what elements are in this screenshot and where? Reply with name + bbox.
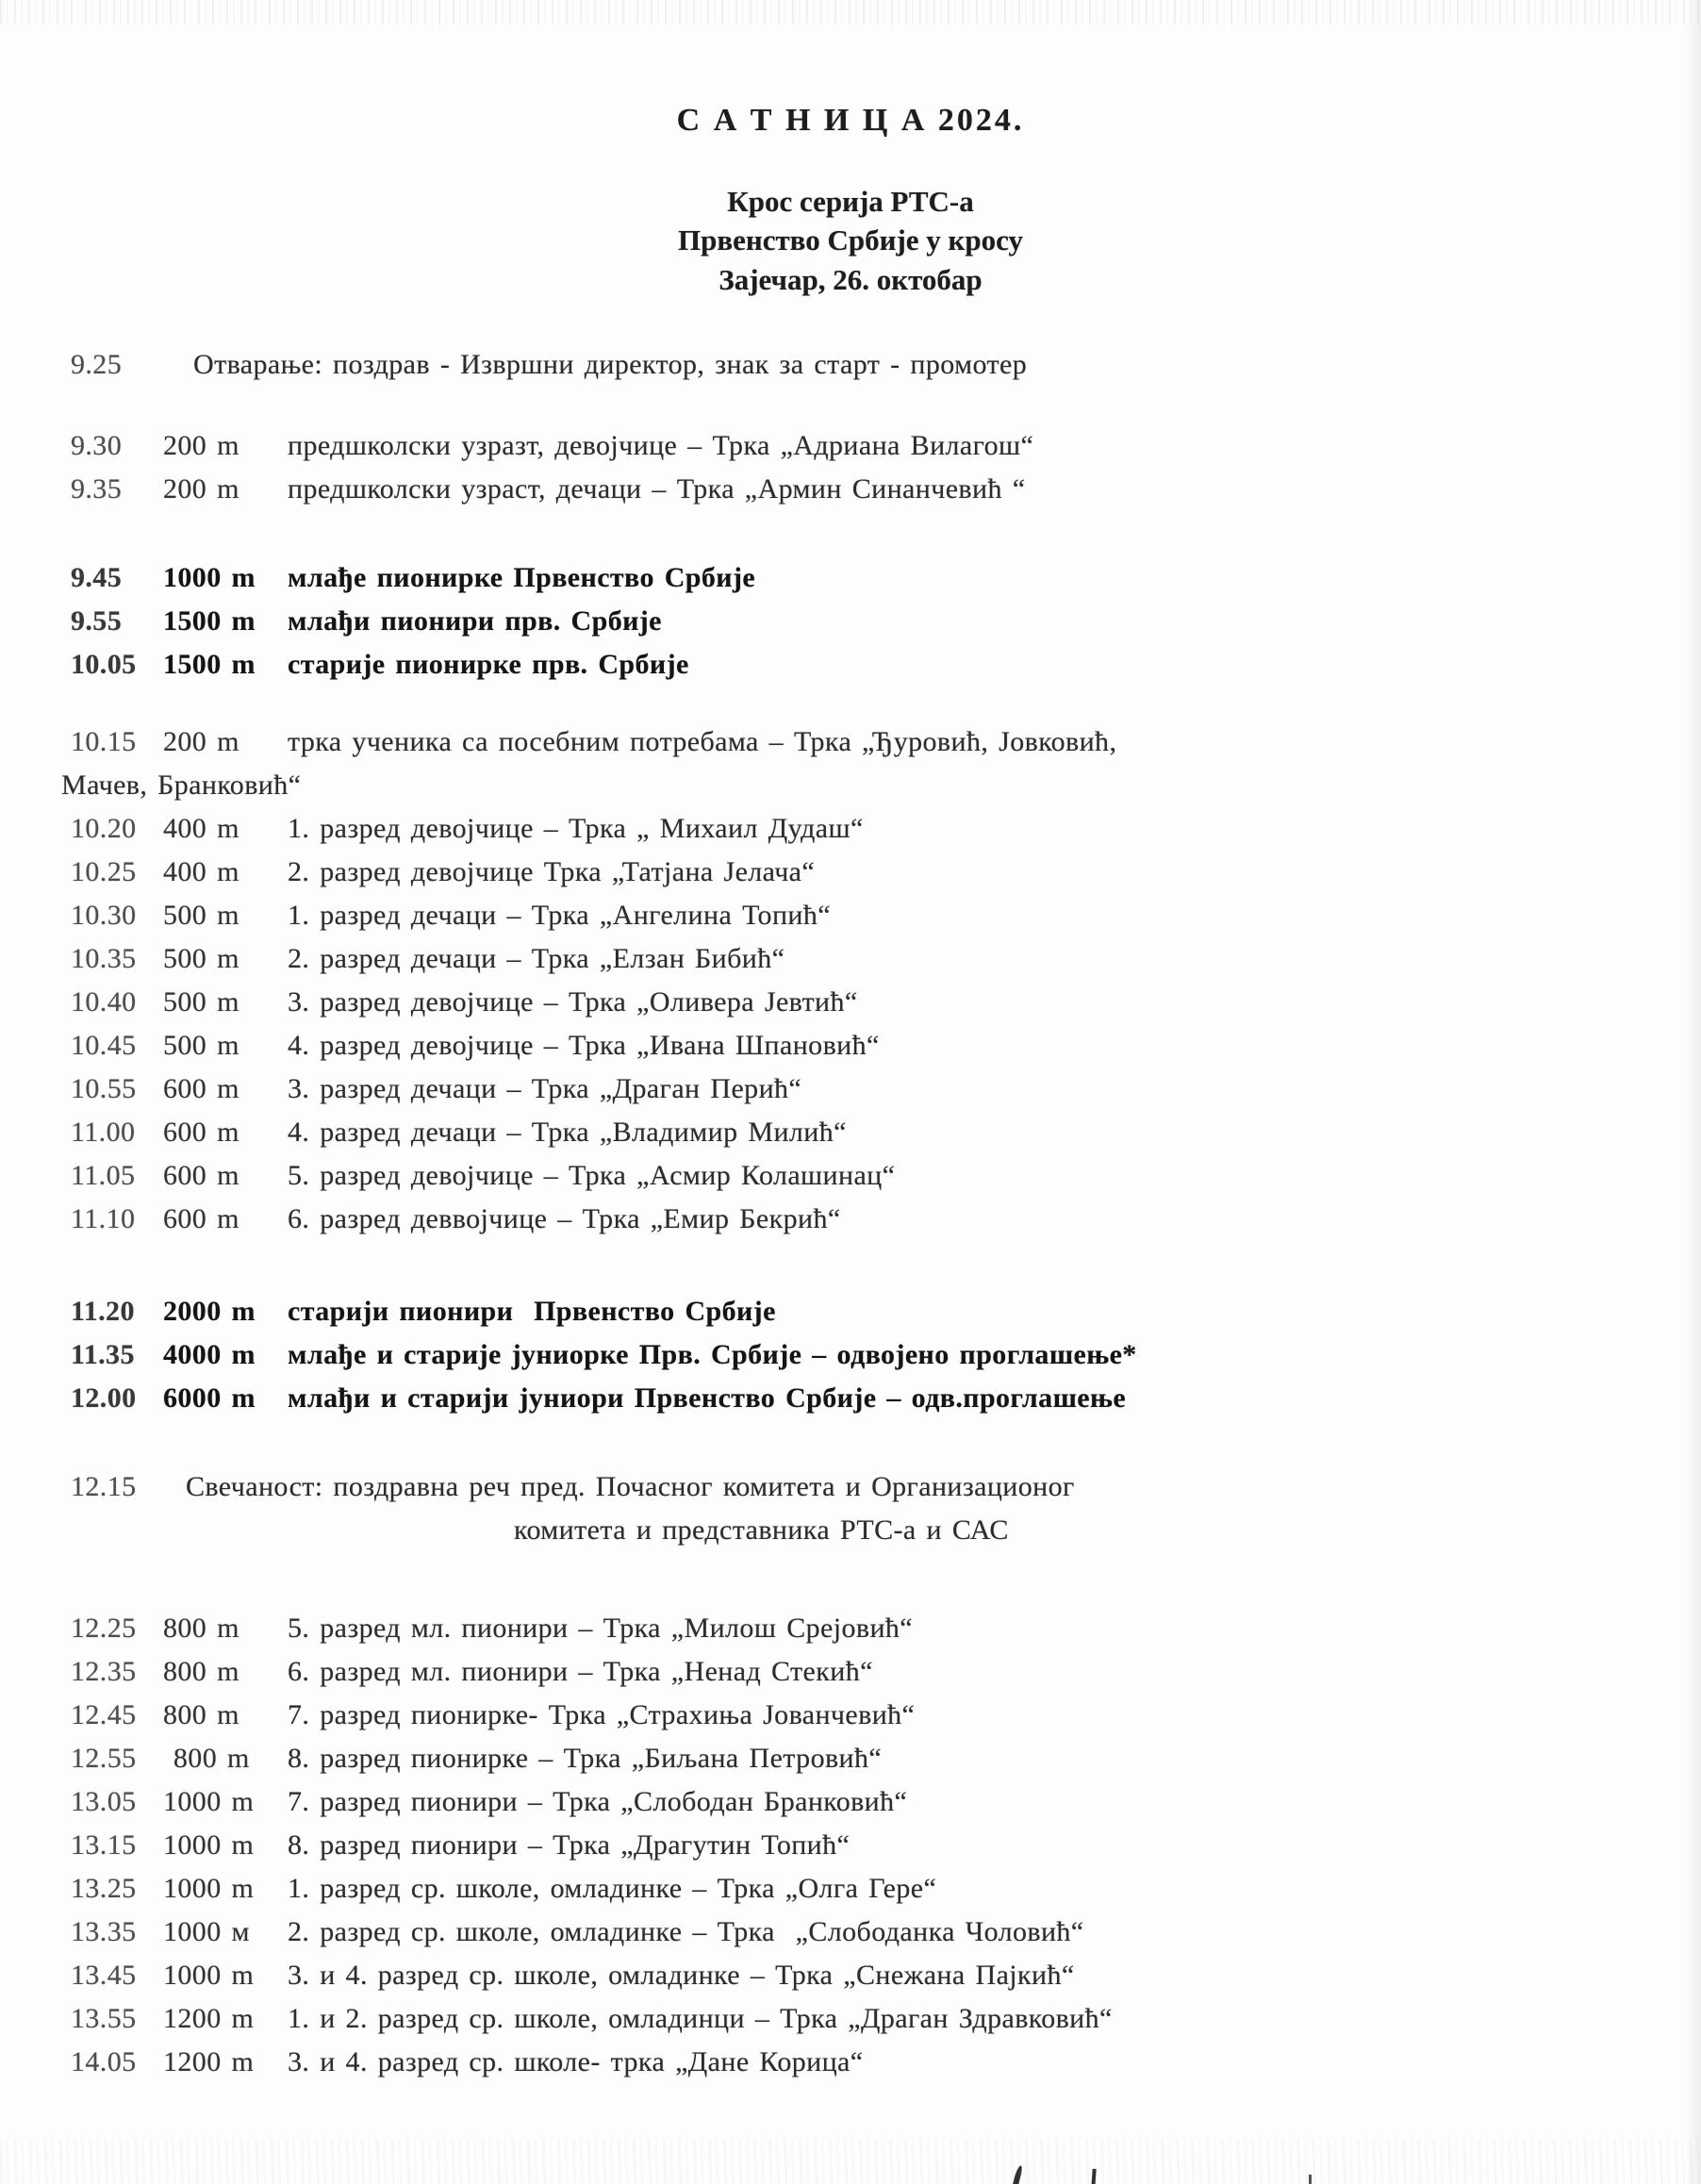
schedule-row	[0, 1824, 1701, 1867]
row-time: 10.35	[71, 943, 137, 974]
row-desc: 5. разред девојчице – Трка „Асмир Колашинац“	[288, 1160, 896, 1191]
row-distance: 1200 m	[163, 2003, 255, 2034]
row-distance: 1000 m	[163, 1960, 255, 1991]
row-distance: 200 m	[163, 726, 239, 757]
schedule-row	[0, 468, 1701, 511]
schedule-row	[0, 1737, 1701, 1780]
schedule-row	[0, 1024, 1701, 1067]
schedule-row	[0, 1694, 1701, 1737]
row-desc: 2. разред девојчице Трка „Татјана Јелача“	[288, 856, 816, 887]
schedule-section	[0, 424, 1701, 511]
row-distance: 1000 м	[163, 1916, 250, 1947]
row-distance: 1000 m	[163, 562, 256, 593]
doc-subtitle-championship: Првенство Србије у кросу	[677, 223, 1023, 256]
schedule-section	[0, 1290, 1701, 1420]
row-desc: комитета и представника РТС-а и САС	[514, 1514, 1009, 1546]
schedule-row	[0, 1198, 1701, 1241]
scan-edge-shadow	[1686, 0, 1701, 2184]
row-time: 9.30	[71, 430, 123, 461]
row-distance: 400 m	[163, 856, 239, 887]
schedule-row	[0, 1111, 1701, 1154]
row-time: 9.45	[71, 562, 123, 593]
row-distance: 1500 m	[163, 649, 256, 680]
row-distance: 1000 m	[163, 1786, 255, 1817]
row-desc: трка ученика са посебним потребама – Трка „Ђуровић, Јовковић,	[288, 726, 1117, 757]
schedule-section	[0, 1465, 1701, 1552]
row-time: 12.15	[71, 1471, 137, 1502]
row-distance: 600 m	[163, 1203, 239, 1234]
schedule-row	[0, 1997, 1701, 2041]
row-time: 13.55	[71, 2003, 137, 2034]
row-time: 9.25	[71, 349, 123, 380]
row-desc: старији пионири Првенство Србије	[288, 1296, 776, 1327]
row-time: 10.30	[71, 900, 137, 931]
schedule-row	[0, 1377, 1701, 1420]
schedule-row	[0, 764, 1701, 807]
row-desc: 6. разред мл. пионири – Трка „Ненад Стекић“	[288, 1656, 873, 1687]
row-distance: 800 m	[163, 1699, 239, 1730]
schedule-row	[0, 643, 1701, 687]
row-desc: 4. разред девојчице – Трка „Ивана Шпановић“	[288, 1030, 880, 1061]
row-desc: 8. разред пионирке – Трка „Биљана Петровић“	[288, 1743, 883, 1774]
schedule-row	[0, 1333, 1701, 1377]
schedule-row	[0, 1867, 1701, 1911]
row-desc: 5. разред мл. пионири – Трка „Милош Срејовић“	[288, 1613, 914, 1644]
row-desc: млађи пионири прв. Србије	[288, 605, 662, 637]
row-time: 10.45	[71, 1030, 137, 1061]
row-desc: 1. разред девојчице – Трка „ Михаил Дудаш“	[288, 813, 864, 844]
row-time: 11.10	[71, 1203, 136, 1234]
row-distance: 1000 m	[163, 1829, 255, 1861]
row-desc: предшколски узраст, дечаци – Трка „Армин Синанчевић “	[288, 473, 1026, 505]
schedule-row	[0, 1465, 1701, 1509]
schedule-row	[0, 1067, 1701, 1111]
row-distance: 6000 m	[163, 1382, 256, 1414]
doc-title: С А Т Н И Ц А 2024.	[676, 103, 1025, 138]
row-desc: Отварање: поздрав - Извршни директор, знак за старт - промотер	[193, 349, 1028, 380]
row-time: 14.05	[71, 2046, 137, 2077]
row-time: 11.20	[71, 1296, 135, 1327]
row-time: 9.35	[71, 473, 123, 505]
doc-subtitle-place-date: Зајечар, 26. октобар	[718, 263, 983, 296]
row-desc: Свечаност: поздравна реч пред. Почасног комитета и Организационог	[186, 1471, 1075, 1502]
row-distance: 4000 m	[163, 1339, 256, 1370]
row-time: 10.15	[71, 726, 137, 757]
scan-bleed-bottom	[0, 2139, 1701, 2184]
row-distance: 500 m	[163, 900, 239, 931]
row-desc: 2. разред ср. школе, омладинке – Трка „Слободанка Чоловић“	[288, 1916, 1084, 1947]
scan-bleed-top	[0, 0, 1701, 25]
schedule-row	[0, 894, 1701, 937]
row-time: 10.20	[71, 813, 137, 844]
row-distance: 1200 m	[163, 2046, 255, 2077]
schedule-row	[0, 1650, 1701, 1694]
row-time: 12.45	[71, 1699, 137, 1730]
row-distance: 2000 m	[163, 1296, 256, 1327]
row-desc: 7. разред пионири – Трка „Слободан Бранковић“	[288, 1786, 908, 1817]
row-time: 10.25	[71, 856, 137, 887]
row-distance: 500 m	[163, 986, 239, 1018]
schedule	[0, 343, 1701, 2084]
row-desc: 3. разред дечаци – Трка „Драган Перић“	[288, 1073, 802, 1104]
schedule-section	[0, 720, 1701, 1241]
row-distance: 1000 m	[163, 1873, 255, 1904]
schedule-row	[0, 600, 1701, 643]
doc-subtitle-series: Крос серија РТС-а	[727, 185, 974, 218]
row-desc: 8. разред пионири – Трка „Драгутин Топић“	[288, 1829, 850, 1861]
row-distance: 1500 m	[163, 605, 256, 637]
schedule-row	[0, 1954, 1701, 1997]
row-distance: 200 m	[163, 430, 239, 461]
schedule-row	[0, 720, 1701, 764]
row-time: 13.15	[71, 1829, 137, 1861]
row-time: 10.40	[71, 986, 137, 1018]
schedule-row	[0, 2041, 1701, 2084]
schedule-row	[0, 807, 1701, 851]
row-time: 12.35	[71, 1656, 137, 1687]
schedule-row	[0, 1607, 1701, 1650]
row-distance: 200 m	[163, 473, 239, 505]
schedule-row	[0, 1154, 1701, 1198]
row-desc: Мачев, Бранковић“	[61, 769, 302, 801]
row-time: 10.05	[71, 649, 137, 680]
row-distance: 600 m	[163, 1073, 239, 1104]
row-desc: 1. разред ср. школе, омладинке – Трка „Олга Гере“	[288, 1873, 937, 1904]
row-time: 9.55	[71, 605, 123, 637]
row-desc: млађи и старији јуниори Првенство Србије – одв.проглашење	[288, 1382, 1127, 1414]
schedule-section	[0, 556, 1701, 687]
schedule-row	[0, 1509, 1701, 1552]
row-distance: 600 m	[163, 1117, 239, 1148]
schedule-row	[0, 424, 1701, 468]
row-distance: 500 m	[163, 1030, 239, 1061]
row-distance: 800 m	[163, 1613, 239, 1644]
row-distance: 800 m	[163, 1743, 250, 1774]
row-desc: млађе пионирке Првенство Србије	[288, 562, 756, 593]
row-desc: старије пионирке прв. Србије	[288, 649, 689, 680]
row-time: 10.55	[71, 1073, 137, 1104]
schedule-row	[0, 1911, 1701, 1954]
row-desc: предшколски узразт, девојчице – Трка „Адриана Вилагош“	[288, 430, 1034, 461]
row-time: 11.35	[71, 1339, 135, 1370]
row-desc: млађе и старије јуниорке Прв. Србије – одвојено проглашење*	[288, 1339, 1137, 1370]
row-desc: 4. разред дечаци – Трка „Владимир Милић“	[288, 1117, 847, 1148]
schedule-row	[0, 1780, 1701, 1824]
document-header	[0, 0, 1701, 300]
row-desc: 6. разред деввојчице – Трка „Емир Бекрић“	[288, 1203, 841, 1234]
schedule-row	[0, 1290, 1701, 1333]
schedule-row	[0, 937, 1701, 981]
row-time: 12.55	[71, 1743, 137, 1774]
schedule-row	[0, 851, 1701, 894]
row-distance: 600 m	[163, 1160, 239, 1191]
row-desc: 3. и 4. разред ср. школе- трка „Дане Корица“	[288, 2046, 864, 2077]
row-distance: 400 m	[163, 813, 239, 844]
row-time: 13.25	[71, 1873, 137, 1904]
schedule-row	[0, 556, 1701, 600]
row-time: 11.00	[71, 1117, 136, 1148]
row-time: 12.25	[71, 1613, 137, 1644]
row-time: 13.45	[71, 1960, 137, 1991]
row-desc: 3. разред девојчице – Трка „Оливера Јевтић“	[288, 986, 858, 1018]
row-desc: 2. разред дечаци – Трка „Елзан Бибић“	[288, 943, 785, 974]
schedule-row	[0, 343, 1701, 387]
schedule-section	[0, 1607, 1701, 2084]
row-desc: 7. разред пионирке- Трка „Страхиња Јованчевић“	[288, 1699, 916, 1730]
schedule-row	[0, 981, 1701, 1024]
row-time: 11.05	[71, 1160, 136, 1191]
row-time: 13.35	[71, 1916, 137, 1947]
row-desc: 3. и 4. разред ср. школе, омладинке – Трка „Снежана Пајкић“	[288, 1960, 1075, 1991]
row-time: 13.05	[71, 1786, 137, 1817]
row-distance: 500 m	[163, 943, 239, 974]
row-desc: 1. и 2. разред ср. школе, омладинци – Трка „Драган Здравковић“	[288, 2003, 1113, 2034]
row-time: 12.00	[71, 1382, 137, 1414]
schedule-section	[0, 343, 1701, 387]
row-desc: 1. разред дечаци – Трка „Ангелина Топић“	[288, 900, 831, 931]
row-distance: 800 m	[163, 1656, 239, 1687]
